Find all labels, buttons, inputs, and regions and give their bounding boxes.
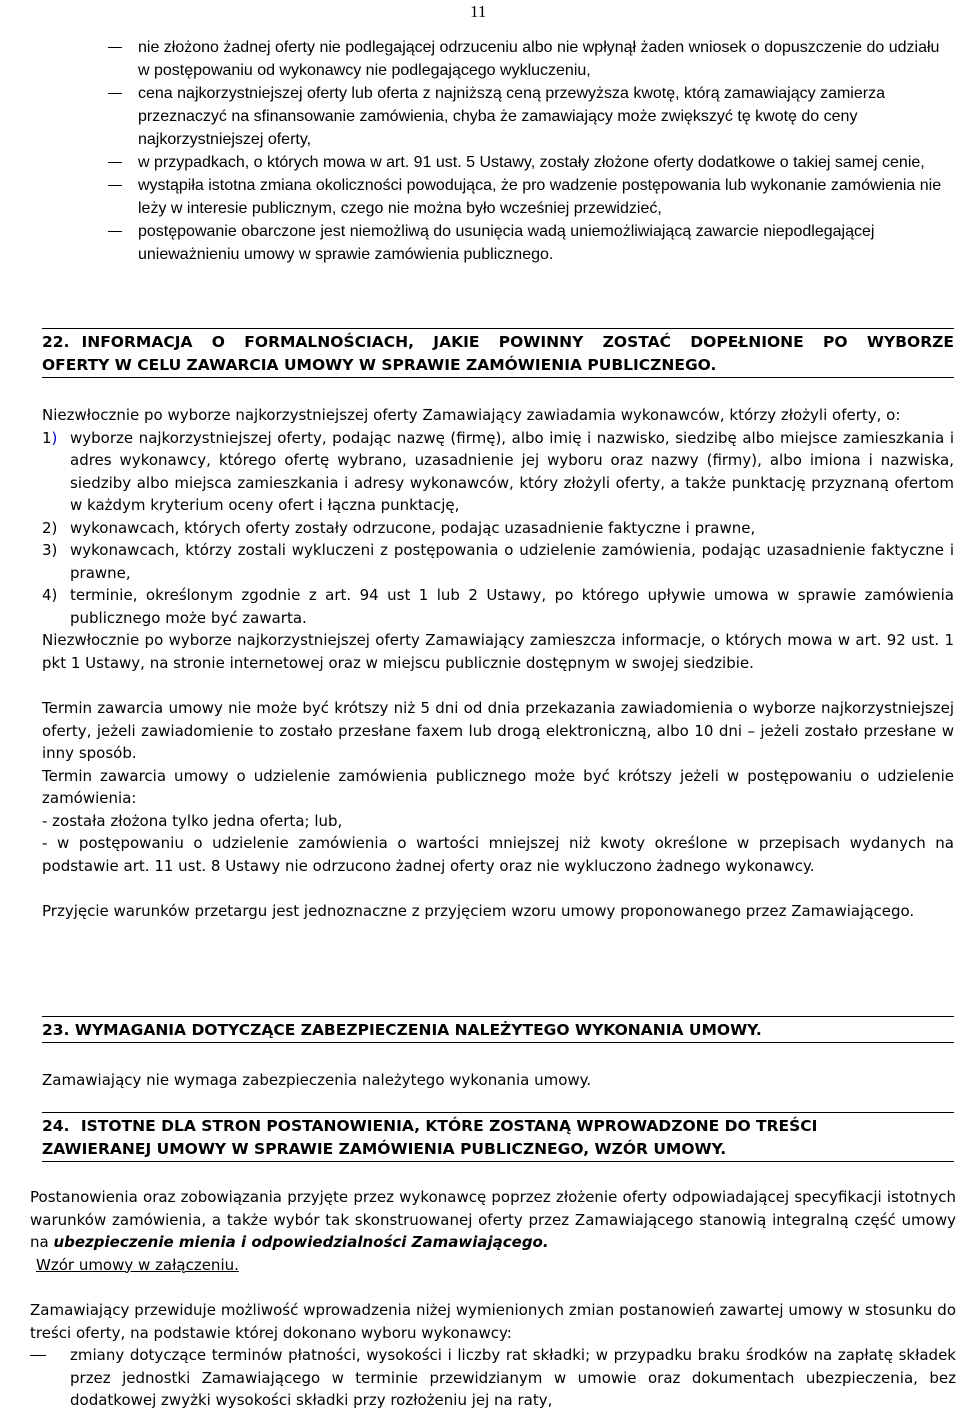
section-22-top-rule xyxy=(42,328,954,329)
section-23-body: Zamawiający nie wymaga zabezpieczenia należytego wykonania umowy. xyxy=(42,1071,592,1089)
section-22-intro: Niezwłocznie po wyborze najkorzystniejszej oferty Zamawiający zawiadamia wykonawców, którzy złożyli oferty, o: xyxy=(42,406,901,424)
list-item: nie złożono żadnej oferty nie podlegającej odrzuceniu albo nie wpłynął żaden wniosek o dopuszczenie do udziału w postępowaniu od wykonawcy nie podlegającego wykluczeniu, xyxy=(108,36,952,82)
section-24-body xyxy=(30,1186,956,1412)
section-22-term1: Termin zawarcia umowy nie może być krótszy niż 5 dni od dnia przekazania zawiadomienia o wyborze najkorzystniejszej oferty, jeżeli zawiadomienie to zostało przesłane faxem lub drogą elektroniczną, albo 10 dni – jeżeli zostało przesłane w inny sposób. xyxy=(42,699,954,762)
list-item: 3) wykonawcach, którzy zostali wykluczeni z postępowania o udzielenie zamówienia, podając uzasadnienie faktyczne i prawne, xyxy=(42,541,954,582)
item-number: 4) xyxy=(42,586,58,604)
wzor-umowy-link[interactable]: Wzór umowy w załączeniu. xyxy=(36,1255,239,1274)
section-22-number: 22. xyxy=(42,333,70,351)
section-22-title-line1: INFORMACJA O FORMALNOŚCIACH, JAKIE POWINNY ZOSTAĆ DOPEŁNIONE PO WYBORZE xyxy=(81,333,954,351)
list-item: 4) terminie, określonym zgodnie z art. 94 ust 1 lub 2 Ustawy, po którego upływie umowa w sprawie zamówienia publicznego może być zawarta. xyxy=(42,586,954,627)
section-22-after-items: Niezwłocznie po wyborze najkorzystniejszej oferty Zamawiający zamieszcza informacje, o których mowa w art. 92 ust. 1 pkt 1 Ustawy, na stronie internetowej oraz w miejscu publicznie dostępnym w swojej siedzibie. xyxy=(42,631,954,672)
section-22-term2: Termin zawarcia umowy o udzielenie zamówienia publicznego może być krótszy jeżeli w postępowaniu o udzielenie zamówienia: xyxy=(42,766,954,807)
page-number: 11 xyxy=(470,2,487,21)
section-24-title-line2: ZAWIERANEJ UMOWY W SPRAWIE ZAMÓWIENIA PUBLICZNEGO, WZÓR UMOWY. xyxy=(42,1140,727,1158)
item-number: 1) xyxy=(42,428,58,447)
section-22-term2-a: - została złożona tylko jedna oferta; lub, xyxy=(42,811,343,830)
section-24-title-line1: ISTOTNE DLA STRON POSTANOWIENIA, KTÓRE ZOSTANĄ WPROWADZONE DO TREŚCI xyxy=(80,1117,818,1135)
list-item: postępowanie obarczone jest niemożliwą do usunięcia wadą uniemożliwiającą zawarcie niepodlegającej unieważnieniu umowy w sprawie zamówienia publicznego. xyxy=(108,220,952,266)
section-22-acceptance: Przyjęcie warunków przetargu jest jednoznaczne z przyjęciem wzoru umowy proponowanego przez Zamawiającego. xyxy=(42,902,915,920)
section-24-number: 24. xyxy=(42,1117,70,1135)
section-22-term2-b: - w postępowaniu o udzielenie zamówienia o wartości mniejszej niż kwoty określone w przepisach wydanych na podstawie art. 11 ust. 8 Ustawy nie odrzucono żadnej oferty oraz nie wykluczono żadnego wykonawcy. xyxy=(42,834,954,875)
item-number: 3) xyxy=(42,541,58,559)
list-item: w przypadkach, o których mowa w art. 91 ust. 5 Ustawy, zostały złożone oferty dodatkowe o takiej samej cenie, xyxy=(108,151,952,174)
list-item: 2) wykonawcach, których oferty zostały odrzucone, podając uzasadnienie faktyczne i prawne, xyxy=(42,517,954,540)
section-23-heading xyxy=(42,1019,954,1043)
section-24-para2: Zamawiający przewiduje możliwość wprowadzenia niżej wymienionych zmian postanowień zawartej umowy w stosunku do treści oferty, na podstawie której dokonano wyboru wykonawcy: xyxy=(30,1301,956,1342)
item-number: 2) xyxy=(42,518,58,537)
section-23-title: 23. WYMAGANIA DOTYCZĄCE ZABEZPIECZENIA NALEŻYTEGO WYKONANIA UMOWY. xyxy=(42,1021,762,1039)
list-item: zmiany dotyczące terminów płatności, wysokości i liczby rat składki; w przypadku braku środków na zapłatę składek przez jednostki Zamawiającego w terminie przewidzianym w umowie oraz dokumentach ubezpieczenia, bez dodatkowej zwyżki wysokości składki przy rozłożeniu jej na raty, xyxy=(30,1344,956,1412)
bullet-list-top xyxy=(108,36,952,266)
list-item: wystąpiła istotna zmiana okoliczności powodująca, że pro wadzenie postępowania lub wykonanie zamówienia nie leży w interesie publicznym, czego nie można było wcześniej przewidzieć, xyxy=(108,174,952,220)
section-24-top-rule xyxy=(42,1112,954,1113)
list-item: cena najkorzystniejszej oferty lub oferta z najniższą ceną przewyższa kwotę, którą zamawiający zamierza przeznaczyć na sfinansowanie zamówienia, chyba że zamawiający może zwiększyć tę kwotę do ceny najkorzystniejszej oferty, xyxy=(108,82,952,151)
section-22-body xyxy=(42,404,954,923)
section-24-heading xyxy=(42,1115,954,1162)
list-item: 1) wyborze najkorzystniejszej oferty, podając nazwę (firmę), albo imię i nazwisko, siedzibę albo miejsce zamieszkania i adres wykonawcy, którego ofertę wybrano, uzasadnienie jej wyboru oraz nazwy (firmy), albo imiona i nazwiska, siedziby albo miejsca zamieszkania i adresy wykonawców, który złożyli oferty, a także punktację przyznaną ofertom w każdym kryterium oceny ofert i łączna punktację, xyxy=(42,428,954,514)
section-22-title-line2: OFERTY W CELU ZAWARCIA UMOWY W SPRAWIE ZAMÓWIENIA PUBLICZNEGO. xyxy=(42,356,717,374)
section-22-heading xyxy=(42,331,954,378)
section-23-top-rule xyxy=(42,1016,954,1017)
section-24-para1: Postanowienia oraz zobowiązania przyjęte przez wykonawcę poprzez złożenie oferty odpowiadającej specyfikacji istotnych warunków zamówienia, a także wybór tak skonstruowanej oferty przez Zamawiającego stanowią integralną część umowy na ubezpieczenie mienia i odpowiedzialności Zamawiającego. xyxy=(30,1188,956,1251)
